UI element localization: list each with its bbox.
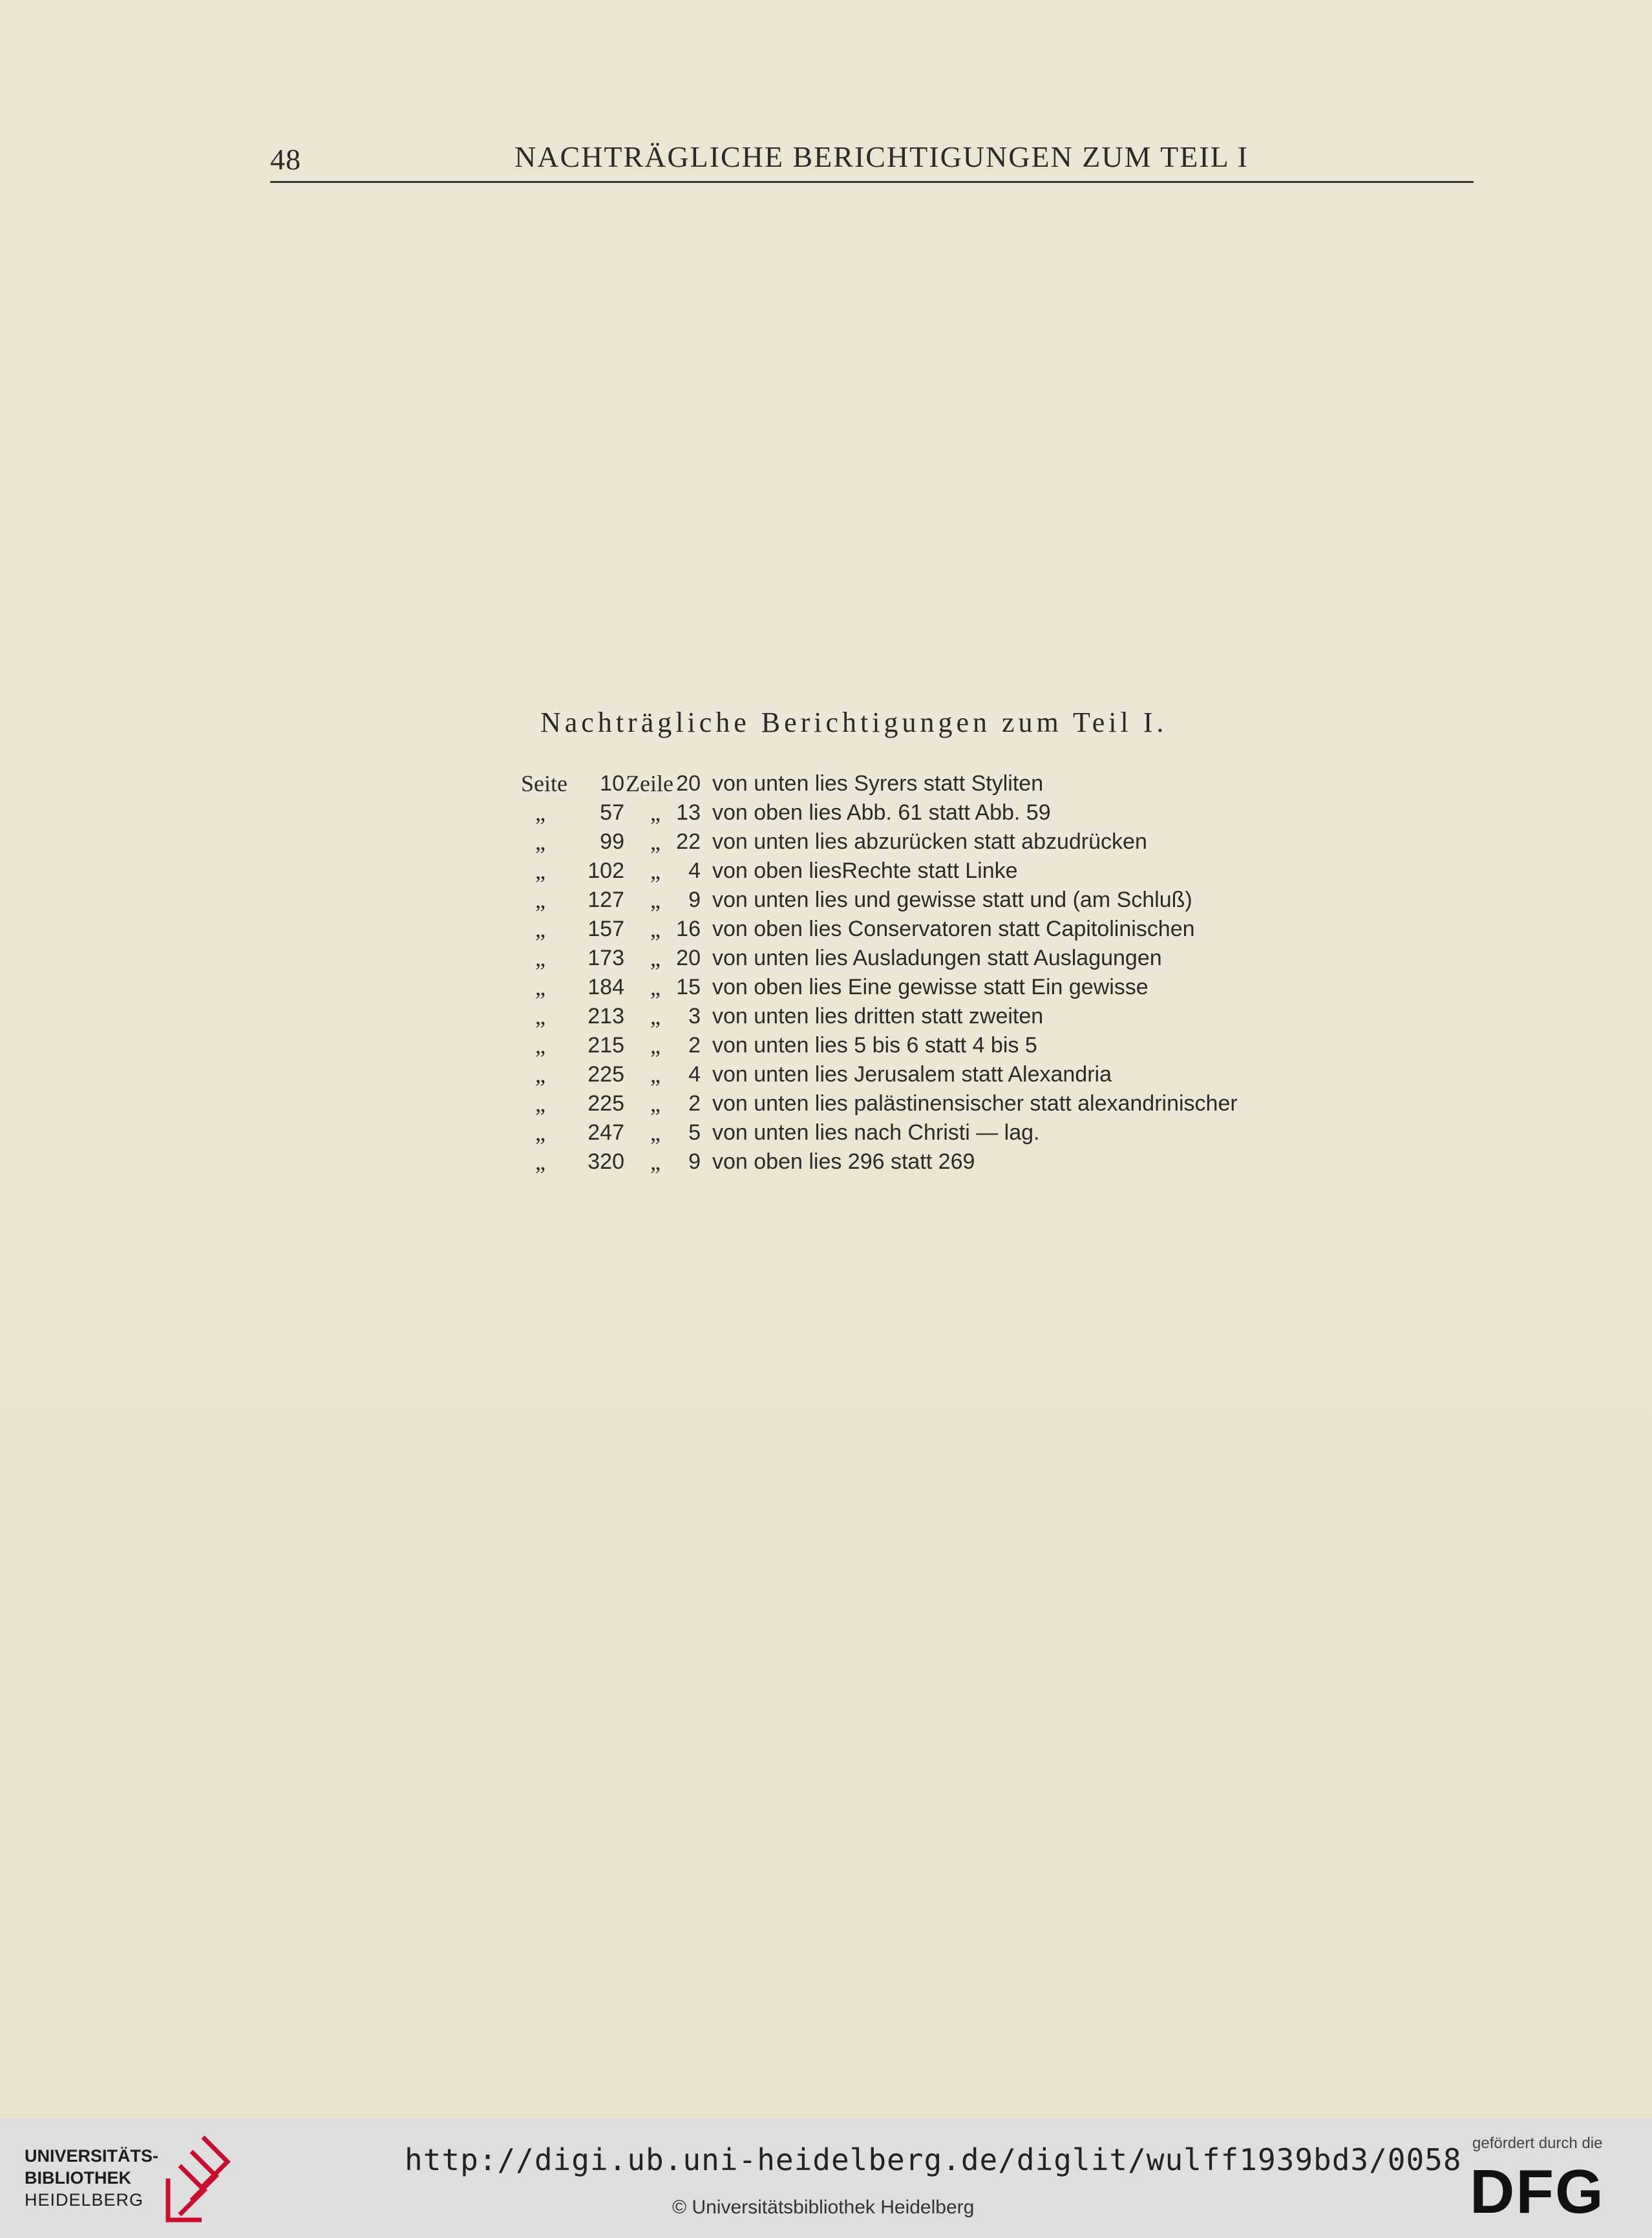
- ditto-mark: „: [650, 1003, 661, 1029]
- errata-correction: von unten lies 5 bis 6 statt 4 bis 5: [712, 1033, 1037, 1058]
- ditto-mark: „: [650, 916, 661, 942]
- dfg-logo: DFG: [1470, 2157, 1605, 2226]
- errata-page: 225: [588, 1091, 624, 1116]
- ditto-mark: „: [535, 1032, 545, 1058]
- errata-page: 57: [600, 800, 624, 825]
- library-logo-icon: [163, 2133, 233, 2224]
- errata-correction: von unten lies nach Christi — lag.: [712, 1120, 1040, 1145]
- errata-line: 20: [676, 771, 701, 796]
- errata-page: 157: [588, 917, 624, 941]
- ditto-mark: „: [535, 800, 545, 826]
- errata-line: 2: [688, 1091, 701, 1116]
- ditto-mark: „: [535, 1061, 545, 1087]
- ditto-mark: „: [650, 945, 661, 971]
- errata-correction: von unten lies dritten statt zweiten: [712, 1004, 1044, 1028]
- ditto-mark: „: [650, 1149, 661, 1175]
- errata-correction: von oben lies 296 statt 269: [712, 1149, 975, 1174]
- ditto-mark: „: [535, 887, 545, 913]
- errata-line: 4: [688, 858, 701, 883]
- ditto-mark: „: [535, 1003, 545, 1029]
- ditto-mark: „: [650, 800, 661, 826]
- page-number: 48: [270, 143, 301, 176]
- ditto-mark: „: [535, 858, 545, 884]
- errata-page: 10: [600, 771, 624, 796]
- errata-correction: von unten lies und gewisse statt und (am Schluß): [712, 888, 1192, 912]
- errata-page: 173: [588, 946, 624, 970]
- ditto-mark: „: [535, 1091, 545, 1116]
- errata-line: 2: [688, 1033, 701, 1058]
- errata-line: 3: [688, 1004, 701, 1028]
- ditto-mark: „: [650, 829, 661, 855]
- ditto-mark: „: [650, 858, 661, 884]
- ditto-mark: „: [650, 974, 661, 1000]
- errata-correction: von unten lies palästinensischer statt alexandrinischer: [712, 1091, 1238, 1116]
- errata-line: 9: [688, 888, 701, 912]
- errata-page: 247: [588, 1120, 624, 1145]
- errata-page: 99: [600, 829, 624, 854]
- errata-correction: von oben lies Abb. 61 statt Abb. 59: [712, 800, 1051, 825]
- library-logo-text: [25, 2145, 158, 2211]
- ditto-mark: „: [535, 916, 545, 942]
- ditto-mark: „: [650, 1032, 661, 1058]
- errata-line: 13: [676, 800, 701, 825]
- funder-label: gefördert durch die: [1472, 2135, 1603, 2152]
- library-name-line3: HEIDELBERG: [25, 2190, 144, 2210]
- errata-correction: von oben lies Conservatoren statt Capitolinischen: [712, 917, 1195, 941]
- ditto-mark: „: [535, 829, 545, 855]
- errata-line: 22: [676, 829, 701, 854]
- ditto-mark: „: [650, 1120, 661, 1146]
- errata-page: 102: [588, 858, 624, 883]
- errata-correction: von oben liesRechte statt Linke: [712, 858, 1018, 883]
- errata-line: 5: [688, 1120, 701, 1145]
- errata-page: 225: [588, 1062, 624, 1087]
- errata-correction: von unten lies Syrers statt Styliten: [712, 771, 1044, 796]
- errata-line: 16: [676, 917, 701, 941]
- ditto-mark: „: [535, 945, 545, 971]
- section-title: Nachträgliche Berichtigungen zum Teil I.: [540, 707, 1168, 738]
- ditto-mark: „: [535, 974, 545, 1000]
- errata-line: 20: [676, 946, 701, 970]
- errata-correction: von unten lies Jerusalem statt Alexandria: [712, 1062, 1112, 1087]
- running-title: NACHTRÄGLICHE BERICHTIGUNGEN ZUM TEIL I: [514, 140, 1249, 173]
- running-header: [270, 136, 1474, 183]
- errata-correction: von unten lies abzurücken statt abzudrücken: [712, 829, 1147, 854]
- seite-label: Seite: [521, 771, 567, 796]
- errata-line: 15: [676, 975, 701, 999]
- errata-page: 127: [588, 888, 624, 912]
- zeile-label: Zeile: [626, 771, 673, 796]
- errata-page: 184: [588, 975, 624, 999]
- errata-line: 4: [688, 1062, 701, 1087]
- errata-correction: von oben lies Eine gewisse statt Ein gewisse: [712, 975, 1149, 999]
- footer-bar: [0, 2119, 1652, 2238]
- ditto-mark: „: [535, 1149, 545, 1175]
- errata-page: 320: [588, 1149, 624, 1174]
- library-name-line2: BIBLIOTHEK: [25, 2168, 131, 2188]
- ditto-mark: „: [650, 1061, 661, 1087]
- ditto-mark: „: [650, 1091, 661, 1116]
- ditto-mark: „: [650, 887, 661, 913]
- errata-line: 9: [688, 1149, 701, 1174]
- ditto-mark: „: [535, 1120, 545, 1146]
- errata-page: 215: [588, 1033, 624, 1058]
- errata-page: 213: [588, 1004, 624, 1028]
- permalink-url[interactable]: http://digi.ub.uni-heidelberg.de/diglit/wulff1939bd3/0058: [405, 2142, 1462, 2177]
- copyright-notice: © Universitätsbibliothek Heidelberg: [672, 2197, 975, 2218]
- library-name-line1: UNIVERSITÄTS-: [25, 2146, 159, 2166]
- errata-correction: von unten lies Ausladungen statt Auslagungen: [712, 946, 1162, 970]
